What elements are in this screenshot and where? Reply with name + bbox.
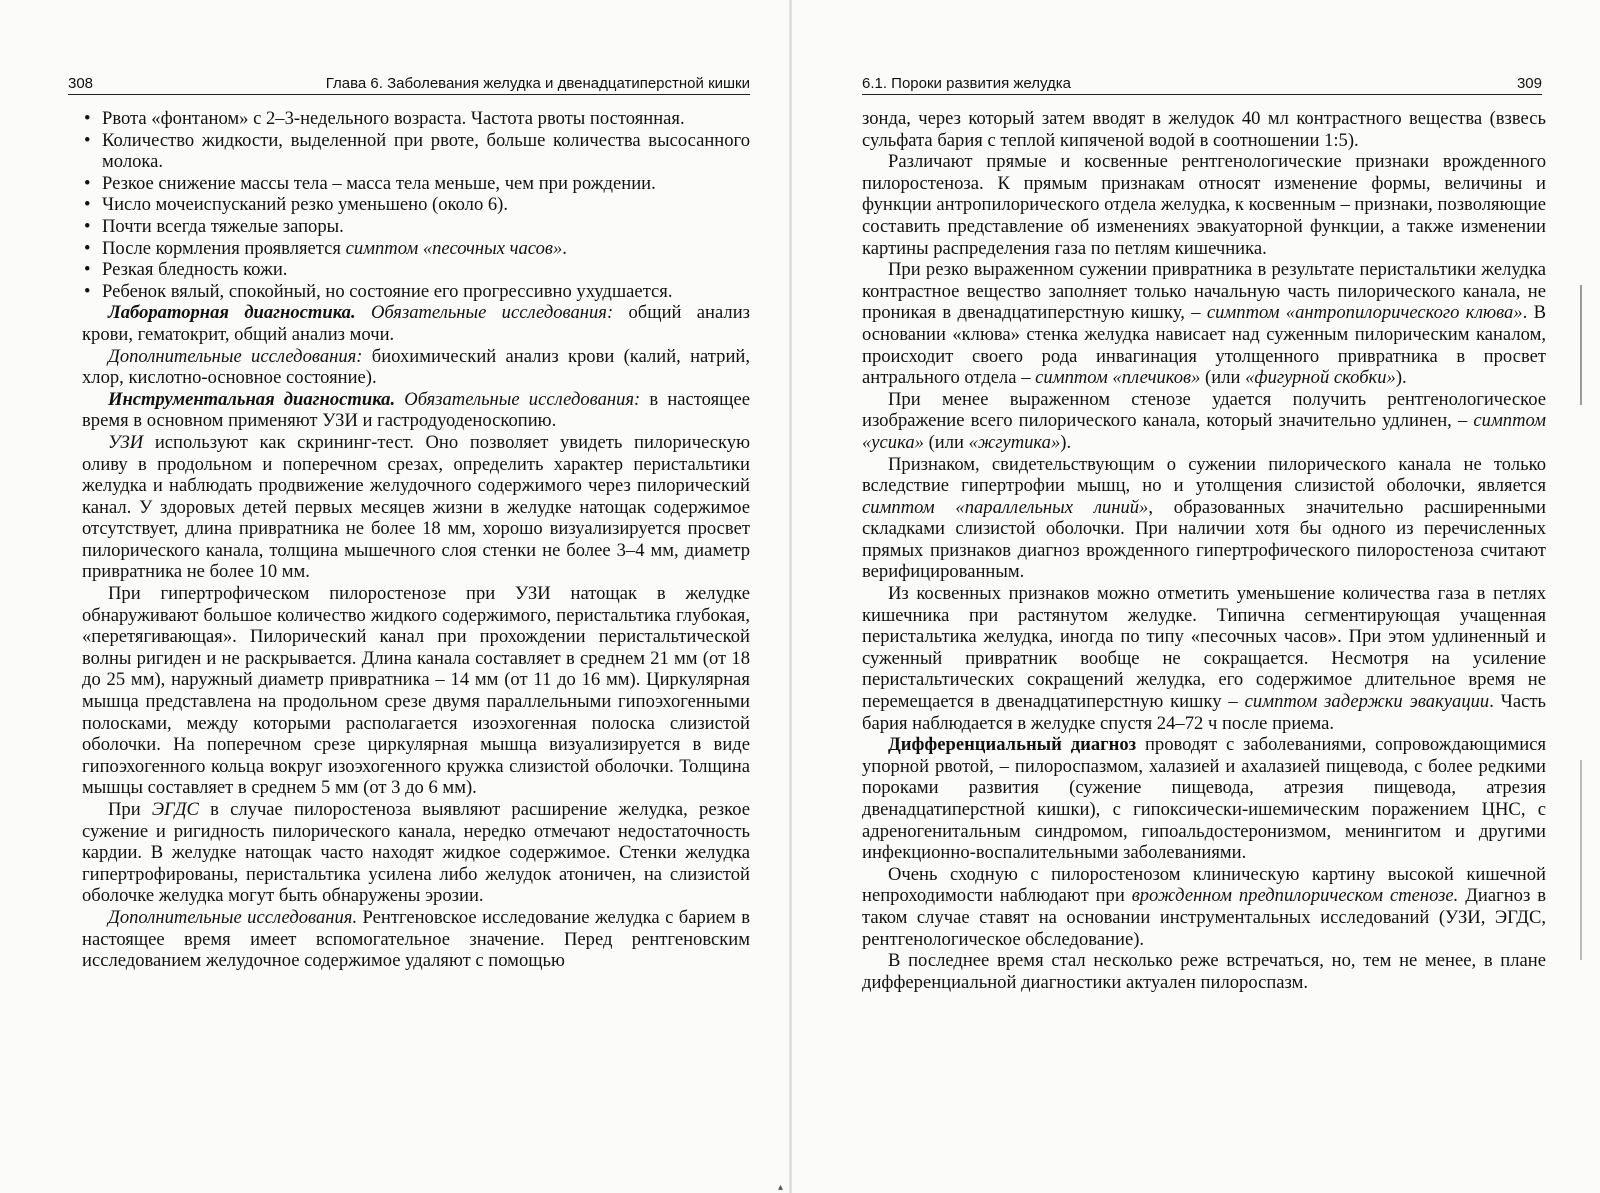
- text-span: При резко выраженном сужении привратника в результате перистальтики желудка контрастное вещество заполняет только начальную часть пилорического канала, не проникая в двенадцатиперстную кишку, –: [862, 259, 1546, 324]
- lab-heading: Лабораторная диагностика.: [108, 302, 356, 324]
- list-item: • Резкая бледность кожи.: [82, 259, 750, 281]
- paragraph-5: [862, 454, 1546, 584]
- paragraph-6: [862, 583, 1546, 734]
- lab-additional-text: биохимический анализ крови (калий, натрий, хлор, кислотно-основное состояние).: [82, 345, 750, 389]
- text-span: Очень сходную с пилоростенозом клиническую картину высокой кишечной непроходимости наблюдают при: [862, 863, 1546, 907]
- additional-text: Рентгеновское исследование желудка с барием в настоящее время имеет вспомогательное значение. Перед рентгеновским исследованием желудочное содержимое удаляют с помощью: [82, 906, 750, 972]
- lab-mandatory-text: общий анализ крови, гематокрит, общий анализ мочи.: [82, 302, 751, 345]
- left-page: [0, 0, 790, 1193]
- text-span: (или: [923, 431, 969, 453]
- text-span: ).: [1395, 367, 1407, 389]
- hypertrophic-paragraph: При гипертрофическом пилоростенозе при УЗИ натощак в желудке обнаруживают большое количество жидкого содержимого, перистальтика глубокая, «перетягивающая». Пилорический канал при прохождении перистальтической волны ригиден и не раскрывается. Длина канала составляет в среднем 21 мм (от 18 до 25 мм), наружный диаметр привратника – 14 мм (от 11 до 16 мм). Циркулярная мышца представлена на продольном срезе двумя параллельными гипоэхогенными полосками, между которыми располагается изоэхогенная полоска слизистой оболочки. На поперечном срезе циркулярная мышца визуализируется в виде гипоэхогенного кольца вокруг изоэхогенного кружка слизистой оболочки. Толщина мышцы составляет в среднем 5 мм (от 3 до 6 мм).: [82, 583, 750, 799]
- right-page-body: [862, 108, 1546, 993]
- italic-term: «жгутика»: [968, 431, 1061, 453]
- list-item: • Почти всегда тяжелые запоры.: [82, 216, 750, 238]
- lab-additional-label: Дополнительные исследования:: [108, 345, 363, 367]
- list-item: • Число мочеиспусканий резко уменьшено (около 6).: [82, 194, 750, 216]
- uzi-text: используют как скрининг-тест. Оно позволяет увидеть пилорическую оливу в продольном и поперечном срезах, определить характер перистальтики желудка и наблюдать продвижение желудочного содержимого через пилорический канал. У здоровых детей первых месяцев жизни в желудке натощак содержимое отсутствует, длина привратника не более 18 мм, хорошо визуализируется просвет пилорического канала, толщина мышечного слоя стенки не более 3–4 мм, диаметр привратника не более 10 мм.: [82, 431, 750, 583]
- instr-mandatory-text: в настоящее время в основном применяют УЗИ и гастродуоденоскопию.: [82, 388, 750, 432]
- bullet-italic: симптом «песочных часов»: [345, 237, 563, 259]
- list-item: • Ребенок вялый, спокойный, но состояние его прогрессивно ухудшается.: [82, 281, 750, 303]
- italic-term: симптом «плечиков»: [1035, 367, 1201, 389]
- additional-paragraph: [82, 907, 750, 972]
- page-edge-mark: [1580, 285, 1582, 405]
- egds-start: При: [108, 799, 152, 820]
- bold-term: Дифференциальный диагноз: [888, 734, 1137, 756]
- paragraph-9: В последнее время стал несколько реже встречаться, но, тем не менее, в плане дифференциальной диагностики актуален пилороспазм.: [862, 950, 1546, 993]
- bullet-text: После кормления проявляется: [102, 237, 346, 259]
- list-item: • Рвота «фонтаном» с 2–3-недельного возраста. Частота рвоты постоянная.: [82, 108, 750, 130]
- uzi-paragraph: [82, 432, 750, 583]
- paragraph-8: [862, 864, 1546, 950]
- right-page-header: [862, 74, 1542, 95]
- italic-term: «фигурной скобки»: [1245, 367, 1396, 389]
- uzi-label: УЗИ: [108, 431, 144, 453]
- egds-paragraph: [82, 799, 750, 907]
- italic-term: симптом «антропилорического клюва»: [1206, 302, 1523, 324]
- paragraph-4: [862, 389, 1546, 454]
- egds-text: в случае пилоростеноза выявляют расширение желудка, резкое сужение и ригидность пилорического канала, нередко отмечают недостаточность кардии. В желудке натощак часто находят жидкое содержимое. Стенки желудка гипертрофированы, перистальтика усилена либо желудок атоничен, на слизистой оболочке желудка могут быть обнаружены эрозии.: [82, 799, 751, 907]
- egds-label: ЭГДС: [151, 799, 199, 820]
- right-page: [790, 0, 1600, 1193]
- left-running-title: Глава 6. Заболевания желудка и двенадцатиперстной кишки: [325, 75, 750, 92]
- paragraph-1: зонда, через который затем вводят в желудок 40 мл контрастного вещества (взвесь сульфата бария с теплой кипяченой водой в соотношении 1:5).: [862, 108, 1546, 151]
- right-page-number: 309: [1516, 75, 1542, 92]
- page-edge-mark: [1580, 760, 1582, 960]
- symptom-list: [82, 108, 750, 302]
- text-span: (или: [1200, 367, 1246, 389]
- lab-additional-paragraph: [82, 346, 750, 389]
- text-span: . В основании «клюва» стенка желудка нависает над суженным пилорическим каналом, происходит своего рода инвагинация утолщенного привратника в просвет антрального отдела –: [862, 302, 1547, 389]
- list-item: • Резкое снижение массы тела – масса тела меньше, чем при рождении.: [82, 173, 750, 195]
- text-span: , образованных значительно расширенными складками слизистой оболочки. При наличии хотя бы одного из перечисленных прямых признаков диагноз врожденного гипертрофического пилоростеноза считают верифицированным.: [862, 496, 1546, 583]
- instr-heading: Инструментальная диагностика.: [108, 388, 396, 410]
- text-span: Из косвенных признаков можно отметить уменьшение количества газа в петлях кишечника при растянутом желудке. Типична сегментирующая учащенная перистальтика желудка, иногда по типу «песочных часов». При этом удлиненный и суженный привратник вообще не сокращается. Несмотря на усиление перистальтических сокращений желудка, его содержимое длительное время не перемещается в двенадцатиперстную кишку –: [862, 583, 1546, 713]
- right-running-title: 6.1. Пороки развития желудка: [862, 75, 1072, 92]
- italic-term: врожденном предпилорическом стенозе.: [1131, 885, 1459, 907]
- bullet-end: .: [562, 237, 567, 259]
- left-page-header: [68, 74, 750, 95]
- lab-mandatory-label: Обязательные исследования:: [370, 302, 614, 324]
- list-item: [82, 238, 750, 260]
- left-page-body: [82, 108, 750, 972]
- text-span: При менее выраженном стенозе удается получить рентгенологическое изображение всего пилорического канала, который значительно удлинен, –: [862, 388, 1546, 432]
- text-span: Признаком, свидетельствующим о сужении пилорического канала не только вследствие гипертрофии мышц, но и утолщения слизистой оболочки, является: [862, 453, 1546, 497]
- text-span: . Часть бария наблюдается в желудке спустя 24–72 ч после приема.: [862, 691, 1546, 734]
- text-span: проводят с заболеваниями, сопровождающимися упорной рвотой, – пилороспазмом, халазией и ахалазией пищевода, с более редкими пороками развития (сужение пищевода, атрезия пищевода, атрезия двенадцатиперстной кишки), с гипоксически-ишемическим поражением ЦНС, с адреногенитальным синдромом, гипоальдостеронизмом, менингитом и другими инфекционно-воспалительными заболеваниями.: [862, 734, 1546, 864]
- scan-dot: ▴: [778, 1182, 784, 1193]
- lab-paragraph: [82, 302, 750, 345]
- text-span: Диагноз в таком случае ставят на основании инструментальных исследований (УЗИ, ЭГДС, рентгенологическое обследование).: [862, 885, 1546, 950]
- instr-paragraph: [82, 389, 750, 432]
- paragraph-7: [862, 734, 1546, 864]
- italic-term: симптом задержки эвакуации: [1244, 691, 1490, 713]
- additional-label: Дополнительные исследования.: [108, 906, 358, 928]
- italic-term: симптом «параллельных линий»: [862, 496, 1149, 518]
- paragraph-3: [862, 259, 1546, 389]
- list-item: • Количество жидкости, выделенной при рвоте, больше количества высосанного молока.: [82, 130, 750, 173]
- text-span: ).: [1060, 431, 1072, 453]
- italic-term: симптом «усика»: [862, 410, 1546, 453]
- left-page-number: 308: [68, 75, 94, 92]
- paragraph-2: Различают прямые и косвенные рентгенологические признаки врожденного пилоростеноза. К прямым признакам относят изменение формы, величины и функции антропилорического отдела желудка, к косвенным – признаки, позволяющие составить представление об изменениях эвакуаторной функции, а также изменении картины распределения газа по петлям кишечника.: [862, 151, 1546, 259]
- instr-mandatory-label: Обязательные исследования:: [404, 388, 641, 410]
